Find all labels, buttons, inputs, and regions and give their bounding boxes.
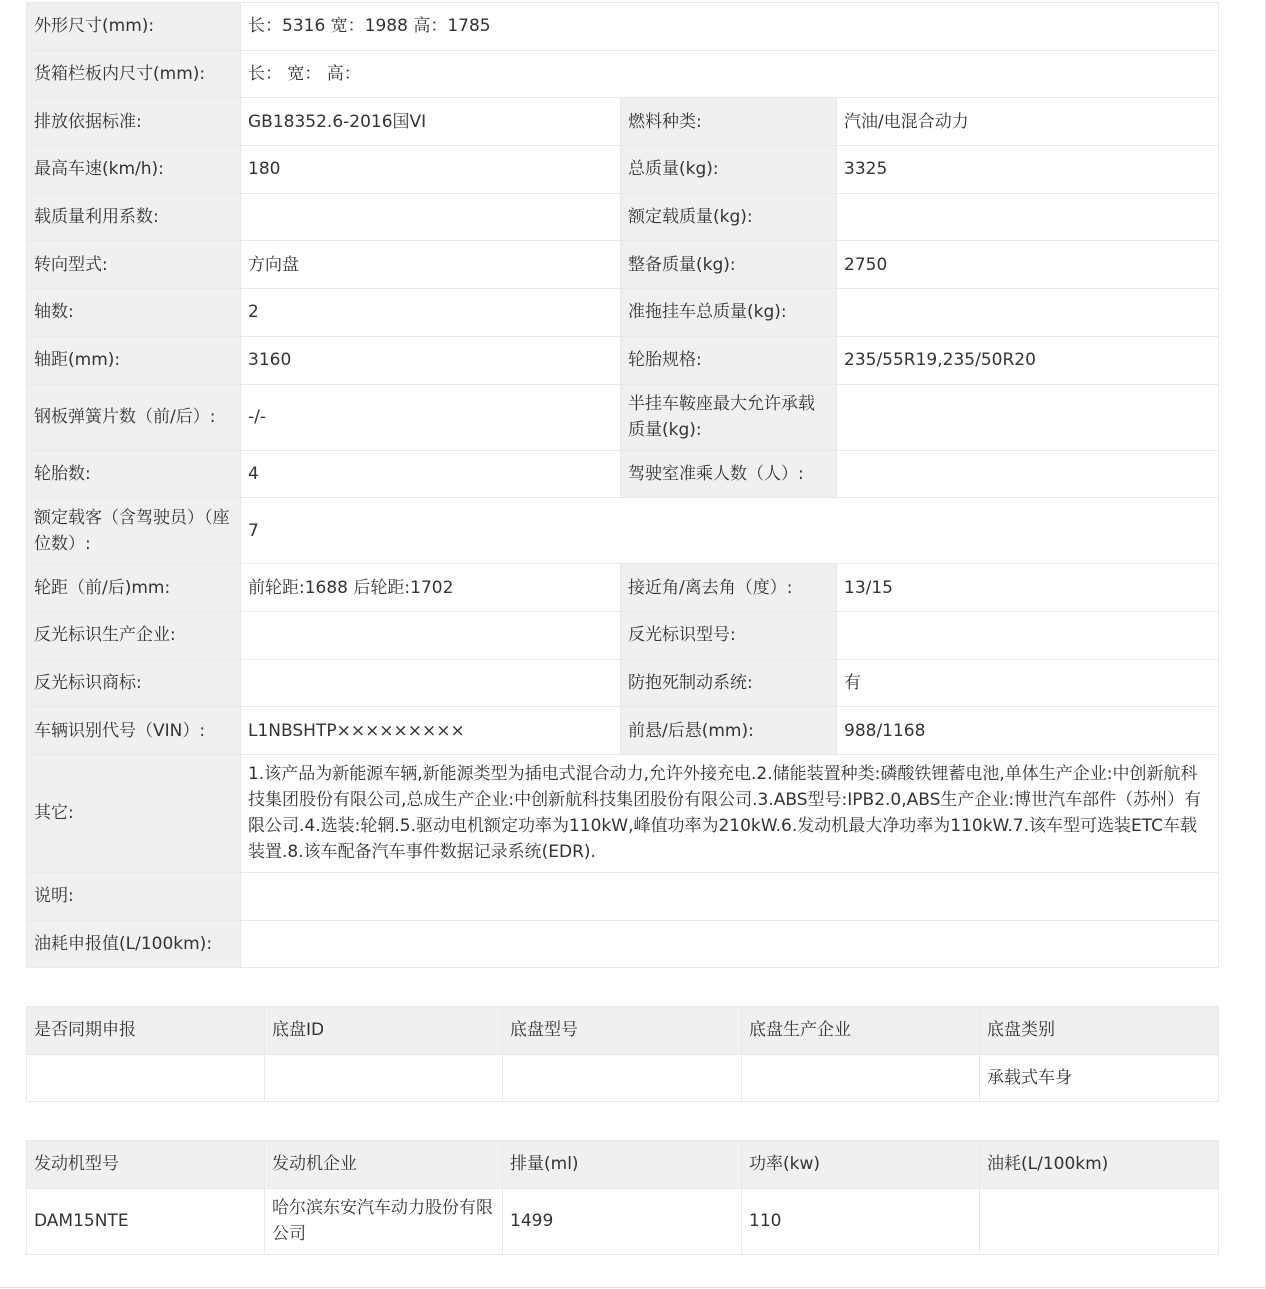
chassis-header-cell: 底盘ID: [265, 1007, 503, 1055]
note-label: 说明:: [27, 872, 241, 920]
engine-cell: [980, 1188, 1219, 1254]
spec-row: [27, 564, 1219, 612]
spec-row-fuel-consumption: [27, 920, 1219, 968]
engine-table: [26, 1140, 1219, 1255]
curb-weight-value: 2750: [837, 241, 1219, 289]
engine-cell: 哈尔滨东安汽车动力股份有限公司: [265, 1188, 503, 1254]
spec-row: [27, 450, 1219, 498]
spec-row-note: [27, 872, 1219, 920]
spec-row: [27, 98, 1219, 146]
saddle-load-label: 半挂车鞍座最大允许承载质量(kg):: [621, 384, 837, 450]
wheelbase-value: 3160: [241, 336, 621, 384]
abs-label: 防抱死制动系统:: [621, 659, 837, 707]
tire-spec-label: 轮胎规格:: [621, 336, 837, 384]
track-label: 轮距（前/后)mm:: [27, 564, 241, 612]
fuel-consumption-label: 油耗申报值(L/100km):: [27, 920, 241, 968]
trailer-mass-label: 准拖挂车总质量(kg):: [621, 289, 837, 337]
vin-label: 车辆识别代号（VIN）:: [27, 707, 241, 755]
spec-row: [27, 384, 1219, 450]
trailer-mass-value: [837, 289, 1219, 337]
emission-standard-value: GB18352.6-2016国VI: [241, 98, 621, 146]
spec-row-other: [27, 754, 1219, 872]
leaf-springs-label: 钢板弹簧片数（前/后）:: [27, 384, 241, 450]
tire-count-label: 轮胎数:: [27, 450, 241, 498]
engine-header-cell: 发动机企业: [265, 1141, 503, 1189]
cargo-dimensions-label: 货箱栏板内尺寸(mm):: [27, 50, 241, 98]
abs-value: 有: [837, 659, 1219, 707]
reflector-maker-value: [241, 611, 621, 659]
passengers-label: 额定载客（含驾驶员）（座位数）:: [27, 498, 241, 564]
emission-standard-label: 排放依据标准:: [27, 98, 241, 146]
spec-row-passengers: [27, 498, 1219, 564]
track-value: 前轮距:1688 后轮距:1702: [241, 564, 621, 612]
cab-capacity-label: 驾驶室准乘人数（人）:: [621, 450, 837, 498]
spec-row: [27, 193, 1219, 241]
total-mass-value: 3325: [837, 146, 1219, 194]
passengers-value: 7: [241, 498, 1219, 564]
overhang-value: 988/1168: [837, 707, 1219, 755]
overhang-label: 前悬/后悬(mm):: [621, 707, 837, 755]
other-label: 其它:: [27, 754, 241, 872]
spec-row: [27, 336, 1219, 384]
axles-value: 2: [241, 289, 621, 337]
chassis-header-cell: 是否同期申报: [27, 1007, 265, 1055]
total-mass-label: 总质量(kg):: [621, 146, 837, 194]
reflector-model-value: [837, 611, 1219, 659]
chassis-cell: [742, 1054, 980, 1102]
spec-row: [27, 289, 1219, 337]
reflector-brand-label: 反光标识商标:: [27, 659, 241, 707]
tire-spec-value: 235/55R19,235/50R20: [837, 336, 1219, 384]
engine-header-cell: 功率(kw): [742, 1141, 980, 1189]
vehicle-spec-table: [26, 2, 1219, 968]
angles-label: 接近角/离去角（度）:: [621, 564, 837, 612]
steering-label: 转向型式:: [27, 241, 241, 289]
engine-cell: DAM15NTE: [27, 1188, 265, 1254]
spec-row: [27, 146, 1219, 194]
reflector-model-label: 反光标识型号:: [621, 611, 837, 659]
chassis-header-cell: 底盘型号: [503, 1007, 742, 1055]
saddle-load-value: [837, 384, 1219, 450]
load-utilization-value: [241, 193, 621, 241]
engine-header-cell: 油耗(L/100km): [980, 1141, 1219, 1189]
chassis-cell: [27, 1054, 265, 1102]
chassis-header-cell: 底盘类别: [980, 1007, 1219, 1055]
chassis-row: [27, 1054, 1219, 1102]
max-speed-value: 180: [241, 146, 621, 194]
engine-row: [27, 1188, 1219, 1254]
vin-value: L1NBSHTP×××××××××: [241, 707, 621, 755]
chassis-cell: [265, 1054, 503, 1102]
fuel-type-label: 燃料种类:: [621, 98, 837, 146]
reflector-maker-label: 反光标识生产企业:: [27, 611, 241, 659]
chassis-cell: 承载式车身: [980, 1054, 1219, 1102]
tire-count-value: 4: [241, 450, 621, 498]
fuel-type-value: 汽油/电混合动力: [837, 98, 1219, 146]
rated-load-label: 额定载质量(kg):: [621, 193, 837, 241]
chassis-table: [26, 1006, 1219, 1102]
other-value: 1.该产品为新能源车辆,新能源类型为插电式混合动力,允许外接充电.2.储能装置种类:磷酸铁锂蓄电池,单体生产企业:中创新航科技集团股份有限公司,总成生产企业:中创新航科技集团股份有限公司.3.ABS型号:IPB2.0,ABS生产企业:博世汽车部件（苏州）有限公司.4.选装:轮辋.5.驱动电机额定功率为110kW,峰值功率为210kW.6.发动机最大净功率为110kW.7.该车型可选装ETC车载装置.8.该车配备汽车事件数据记录系统(EDR).: [241, 754, 1219, 872]
chassis-header-cell: 底盘生产企业: [742, 1007, 980, 1055]
page-bottom-divider: [0, 1287, 1266, 1288]
spec-row: [27, 241, 1219, 289]
rated-load-value: [837, 193, 1219, 241]
spec-row: [27, 659, 1219, 707]
spec-row: [27, 611, 1219, 659]
leaf-springs-value: -/-: [241, 384, 621, 450]
engine-cell: 1499: [503, 1188, 742, 1254]
cab-capacity-value: [837, 450, 1219, 498]
spec-row-cargo-dimensions: [27, 50, 1219, 98]
engine-header-cell: 发动机型号: [27, 1141, 265, 1189]
steering-value: 方向盘: [241, 241, 621, 289]
axles-label: 轴数:: [27, 289, 241, 337]
note-value: [241, 872, 1219, 920]
angles-value: 13/15: [837, 564, 1219, 612]
wheelbase-label: 轴距(mm):: [27, 336, 241, 384]
spec-row-dimensions: [27, 3, 1219, 51]
fuel-consumption-value: [241, 920, 1219, 968]
dimensions-label: 外形尺寸(mm):: [27, 3, 241, 51]
dimensions-value: 长：5316 宽：1988 高：1785: [241, 3, 1219, 51]
reflector-brand-value: [241, 659, 621, 707]
load-utilization-label: 载质量利用系数:: [27, 193, 241, 241]
chassis-header-row: [27, 1007, 1219, 1055]
engine-header-row: [27, 1141, 1219, 1189]
max-speed-label: 最高车速(km/h):: [27, 146, 241, 194]
cargo-dimensions-value: 长： 宽： 高：: [241, 50, 1219, 98]
spec-row: [27, 707, 1219, 755]
engine-cell: 110: [742, 1188, 980, 1254]
chassis-cell: [503, 1054, 742, 1102]
curb-weight-label: 整备质量(kg):: [621, 241, 837, 289]
engine-header-cell: 排量(ml): [503, 1141, 742, 1189]
